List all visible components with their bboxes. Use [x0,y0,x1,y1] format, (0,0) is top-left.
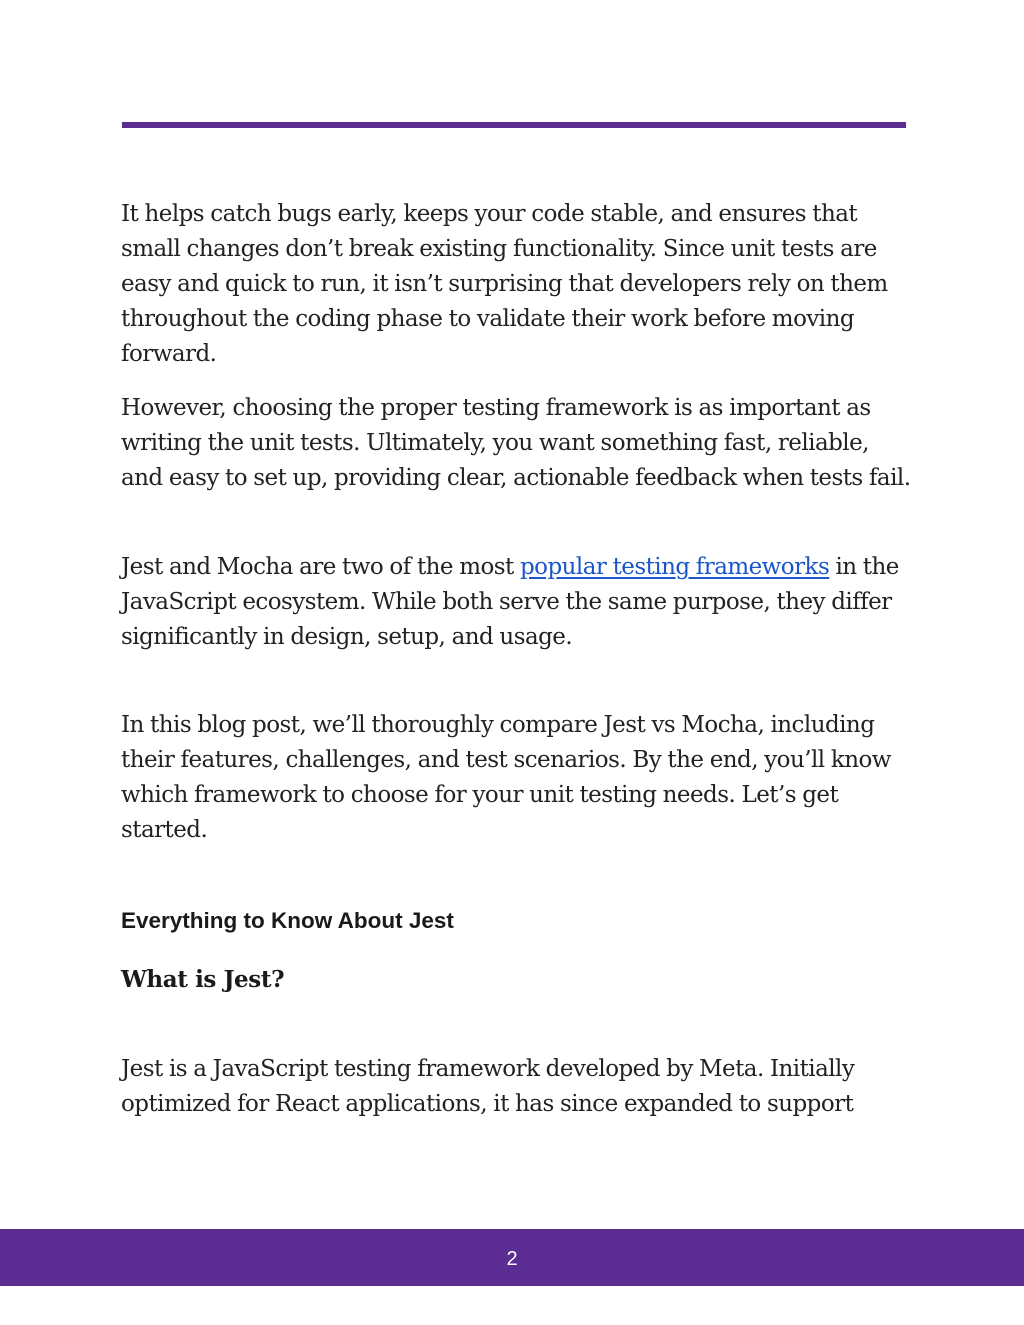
page-footer [0,1229,1024,1286]
article-body [121,197,911,1122]
paragraph-blog-overview: In this blog post, we’ll thoroughly compare Jest vs Mocha, including their features, challenges, and test scenarios. By the end, you’ll know which framework to choose for your unit testing needs. Let’s get started. [121,712,891,843]
page-number: 2 [506,1248,518,1270]
section-heading: Everything to Know About Jest [121,908,454,933]
top-divider [122,122,906,128]
paragraph-what-is-jest: Jest is a JavaScript testing framework developed by Meta. Initially optimized for React applications, it has since expanded to support [121,1056,855,1117]
paragraph-intro: It helps catch bugs early, keeps your code stable, and ensures that small changes don’t break existing functionality. Since unit tests are easy and quick to run, it isn’t surprising that developers rely on them throughout the coding phase to validate their work before moving forward. [121,201,888,367]
popular-testing-frameworks-link[interactable]: popular testing frameworks [520,554,830,580]
subsection-heading: What is Jest? [121,966,285,993]
paragraph-text-after-link: in the JavaScript ecosystem. While both serve the same purpose, they differ significantly in design, setup, and usage. [121,554,899,650]
paragraph-jest-mocha [121,550,911,708]
paragraph-text-before-link: Jest and Mocha are two of the most [121,554,520,580]
paragraph-framework-choice: However, choosing the proper testing framework is as important as writing the unit tests. Ultimately, you want something fast, reliable, and easy to set up, providing clear, actionable feedback when tests fail. [121,395,911,491]
